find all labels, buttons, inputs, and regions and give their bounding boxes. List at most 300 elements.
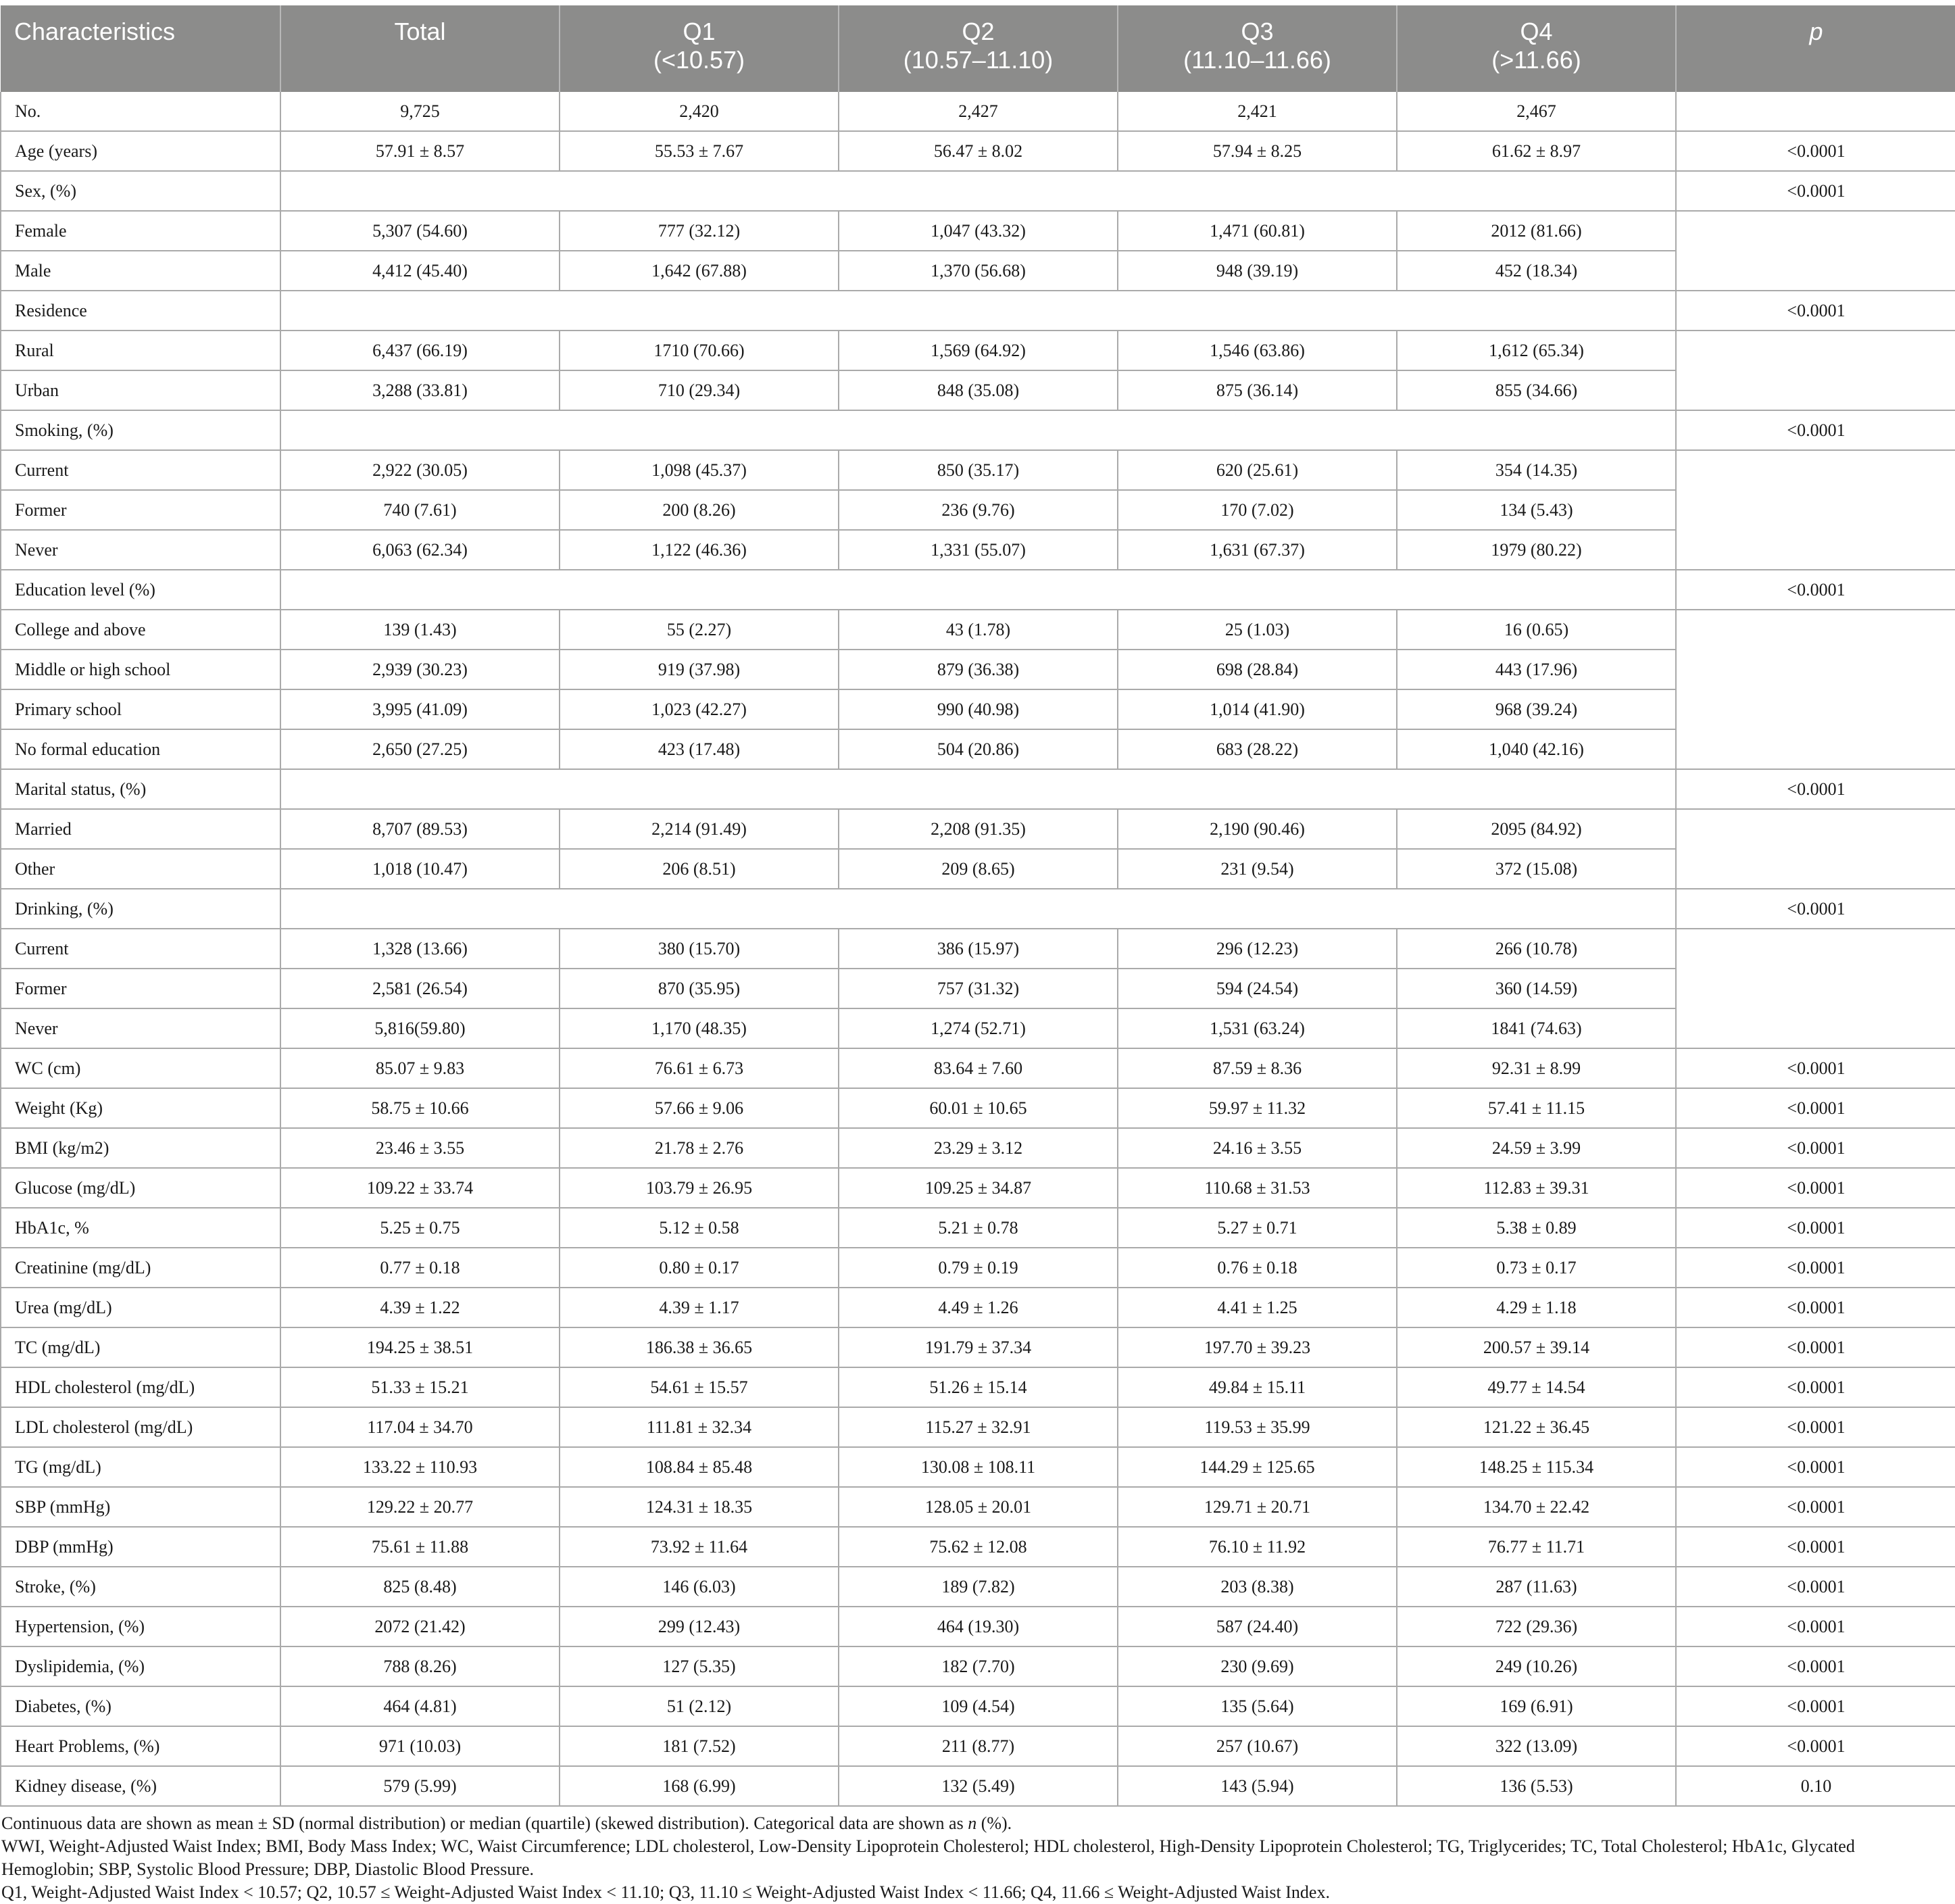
cell-q2: 2,427: [839, 92, 1118, 131]
cell-q2: 83.64 ± 7.60: [839, 1048, 1118, 1088]
cell-q2: 757 (31.32): [839, 969, 1118, 1008]
cell-q3: 683 (28.22): [1118, 729, 1397, 769]
cell-q1: 777 (32.12): [560, 211, 839, 251]
table-row: [1, 1567, 1955, 1607]
cell-q1: 2,214 (91.49): [560, 809, 839, 849]
cell-total: 139 (1.43): [280, 610, 560, 650]
cell-q3: 587 (24.40): [1118, 1607, 1397, 1646]
cell-q1: 710 (29.34): [560, 370, 839, 410]
table-row: [1, 171, 1955, 211]
row-label: No formal education: [1, 729, 280, 769]
cell-total: 2,581 (26.54): [280, 969, 560, 1008]
p-value: [1676, 92, 1955, 131]
cell-total: 740 (7.61): [280, 490, 560, 530]
cell-q3: 59.97 ± 11.32: [1118, 1088, 1397, 1128]
table-row: [1, 1487, 1955, 1527]
row-label: Heart Problems, (%): [1, 1726, 280, 1766]
cell-q2: 386 (15.97): [839, 929, 1118, 969]
cell-q1: 168 (6.99): [560, 1766, 839, 1806]
cell-total: 4,412 (45.40): [280, 251, 560, 291]
cell-q4: 372 (15.08): [1397, 849, 1676, 889]
cell-q1: 57.66 ± 9.06: [560, 1088, 839, 1128]
table-row: [1, 570, 1955, 610]
p-value: <0.0001: [1676, 131, 1955, 171]
cell-total: 788 (8.26): [280, 1646, 560, 1686]
cell-q4: 1841 (74.63): [1397, 1008, 1676, 1048]
table-row: [1, 1327, 1955, 1367]
cell-q2: 109 (4.54): [839, 1686, 1118, 1726]
p-value-empty: [1676, 929, 1955, 1048]
group-spacer: [280, 291, 1676, 331]
cell-total: 3,288 (33.81): [280, 370, 560, 410]
row-label: TG (mg/dL): [1, 1447, 280, 1487]
cell-q4: 24.59 ± 3.99: [1397, 1128, 1676, 1168]
cell-q1: 299 (12.43): [560, 1607, 839, 1646]
cell-q2: 504 (20.86): [839, 729, 1118, 769]
cell-q4: 360 (14.59): [1397, 969, 1676, 1008]
cell-total: 57.91 ± 8.57: [280, 131, 560, 171]
cell-total: 9,725: [280, 92, 560, 131]
p-value: <0.0001: [1676, 1168, 1955, 1208]
p-value: 0.10: [1676, 1766, 1955, 1806]
row-label: Never: [1, 1008, 280, 1048]
cell-q4: 134.70 ± 22.42: [1397, 1487, 1676, 1527]
row-label: Urban: [1, 370, 280, 410]
row-label: College and above: [1, 610, 280, 650]
row-label: Weight (Kg): [1, 1088, 280, 1128]
table-header: [1, 5, 1955, 92]
cell-total: 133.22 ± 110.93: [280, 1447, 560, 1487]
cell-q3: 197.70 ± 39.23: [1118, 1327, 1397, 1367]
p-value-empty: [1676, 211, 1955, 291]
cell-q3: 948 (39.19): [1118, 251, 1397, 291]
row-label: Creatinine (mg/dL): [1, 1248, 280, 1288]
header-q2-label: Q2: [962, 18, 995, 45]
row-label: Glucose (mg/dL): [1, 1168, 280, 1208]
cell-total: 75.61 ± 11.88: [280, 1527, 560, 1567]
cell-q1: 55 (2.27): [560, 610, 839, 650]
table-row: [1, 131, 1955, 171]
cell-q2: 51.26 ± 15.14: [839, 1367, 1118, 1407]
cell-q3: 296 (12.23): [1118, 929, 1397, 969]
cell-q3: 594 (24.54): [1118, 969, 1397, 1008]
cell-total: 117.04 ± 34.70: [280, 1407, 560, 1447]
table-row: [1, 410, 1955, 450]
row-label: HDL cholesterol (mg/dL): [1, 1367, 280, 1407]
table-row: [1, 211, 1955, 251]
header-q3-label: Q3: [1241, 18, 1274, 45]
p-value: <0.0001: [1676, 1327, 1955, 1367]
cell-q1: 5.12 ± 0.58: [560, 1208, 839, 1248]
group-label: Sex, (%): [1, 171, 280, 211]
cell-total: 6,437 (66.19): [280, 331, 560, 370]
cell-q2: 1,274 (52.71): [839, 1008, 1118, 1048]
cell-q1: 54.61 ± 15.57: [560, 1367, 839, 1407]
cell-total: 4.39 ± 1.22: [280, 1288, 560, 1327]
cell-q2: 43 (1.78): [839, 610, 1118, 650]
table-row: [1, 1367, 1955, 1407]
cell-q4: 968 (39.24): [1397, 689, 1676, 729]
cell-q4: 443 (17.96): [1397, 650, 1676, 689]
cell-q3: 1,014 (41.90): [1118, 689, 1397, 729]
row-label: Married: [1, 809, 280, 849]
group-spacer: [280, 769, 1676, 809]
cell-total: 2,939 (30.23): [280, 650, 560, 689]
row-label: HbA1c, %: [1, 1208, 280, 1248]
cell-q2: 182 (7.70): [839, 1646, 1118, 1686]
header-q4-label: Q4: [1520, 18, 1553, 45]
cell-total: 6,063 (62.34): [280, 530, 560, 570]
cell-q4: 1979 (80.22): [1397, 530, 1676, 570]
table-row: [1, 1726, 1955, 1766]
cell-q4: 57.41 ± 11.15: [1397, 1088, 1676, 1128]
header-q3: [1118, 5, 1397, 92]
cell-q3: 1,631 (67.37): [1118, 530, 1397, 570]
row-label: DBP (mmHg): [1, 1527, 280, 1567]
cell-q4: 5.38 ± 0.89: [1397, 1208, 1676, 1248]
p-value: <0.0001: [1676, 1447, 1955, 1487]
table-row: [1, 331, 1955, 370]
p-value: <0.0001: [1676, 1048, 1955, 1088]
header-q1: [560, 5, 839, 92]
cell-q3: 257 (10.67): [1118, 1726, 1397, 1766]
table-row: [1, 849, 1955, 889]
cell-q2: 132 (5.49): [839, 1766, 1118, 1806]
cell-q4: 4.29 ± 1.18: [1397, 1288, 1676, 1327]
cell-q3: 231 (9.54): [1118, 849, 1397, 889]
cell-q3: 143 (5.94): [1118, 1766, 1397, 1806]
row-label: WC (cm): [1, 1048, 280, 1088]
cell-q4: 16 (0.65): [1397, 610, 1676, 650]
cell-q3: 1,546 (63.86): [1118, 331, 1397, 370]
p-value: <0.0001: [1676, 1607, 1955, 1646]
table-row: [1, 1407, 1955, 1447]
cell-total: 5,307 (54.60): [280, 211, 560, 251]
table-row: [1, 1288, 1955, 1327]
p-value: <0.0001: [1676, 1567, 1955, 1607]
table-row: [1, 1607, 1955, 1646]
cell-q3: 875 (36.14): [1118, 370, 1397, 410]
cell-total: 1,328 (13.66): [280, 929, 560, 969]
row-label: Other: [1, 849, 280, 889]
cell-q1: 111.81 ± 32.34: [560, 1407, 839, 1447]
characteristics-table: [0, 5, 1955, 1807]
p-value-empty: [1676, 809, 1955, 889]
cell-q2: 1,047 (43.32): [839, 211, 1118, 251]
cell-q1: 870 (35.95): [560, 969, 839, 1008]
p-value: <0.0001: [1676, 1248, 1955, 1288]
cell-q4: 452 (18.34): [1397, 251, 1676, 291]
cell-total: 109.22 ± 33.74: [280, 1168, 560, 1208]
cell-q1: 380 (15.70): [560, 929, 839, 969]
cell-total: 8,707 (89.53): [280, 809, 560, 849]
footnote-n-italic: n: [968, 1813, 977, 1833]
cell-q3: 119.53 ± 35.99: [1118, 1407, 1397, 1447]
cell-q4: 134 (5.43): [1397, 490, 1676, 530]
cell-q2: 75.62 ± 12.08: [839, 1527, 1118, 1567]
cell-q1: 919 (37.98): [560, 650, 839, 689]
row-label: Stroke, (%): [1, 1567, 280, 1607]
header-row: [1, 5, 1955, 92]
cell-q3: 1,471 (60.81): [1118, 211, 1397, 251]
row-label: Current: [1, 929, 280, 969]
group-label: Drinking, (%): [1, 889, 280, 929]
cell-q4: 266 (10.78): [1397, 929, 1676, 969]
header-q1-label: Q1: [683, 18, 716, 45]
row-label: Kidney disease, (%): [1, 1766, 280, 1806]
row-label: No.: [1, 92, 280, 131]
cell-q3: 76.10 ± 11.92: [1118, 1527, 1397, 1567]
cell-q3: 87.59 ± 8.36: [1118, 1048, 1397, 1088]
cell-q3: 2,421: [1118, 92, 1397, 131]
cell-total: 3,995 (41.09): [280, 689, 560, 729]
cell-q1: 423 (17.48): [560, 729, 839, 769]
cell-q4: 2012 (81.66): [1397, 211, 1676, 251]
cell-q1: 146 (6.03): [560, 1567, 839, 1607]
cell-q3: 110.68 ± 31.53: [1118, 1168, 1397, 1208]
cell-q4: 2,467: [1397, 92, 1676, 131]
row-label: Female: [1, 211, 280, 251]
table-row: [1, 291, 1955, 331]
cell-q2: 209 (8.65): [839, 849, 1118, 889]
cell-q3: 170 (7.02): [1118, 490, 1397, 530]
footnote-quartiles: Q1, Weight-Adjusted Waist Index < 10.57; Q2, 10.57 ≤ Weight-Adjusted Waist Index < 11.10; Q3, 11.10 ≤ Weight-Adjusted Waist Index < 11.66; Q4, 11.66 ≤ Weight-Adjusted Waist Index.: [1, 1882, 1330, 1902]
table-container: [0, 5, 1955, 1904]
cell-q4: 112.83 ± 39.31: [1397, 1168, 1676, 1208]
cell-total: 58.75 ± 10.66: [280, 1088, 560, 1128]
cell-q1: 2,420: [560, 92, 839, 131]
p-value: <0.0001: [1676, 1726, 1955, 1766]
cell-q3: 129.71 ± 20.71: [1118, 1487, 1397, 1527]
cell-total: 194.25 ± 38.51: [280, 1327, 560, 1367]
p-value: <0.0001: [1676, 1367, 1955, 1407]
cell-q2: 990 (40.98): [839, 689, 1118, 729]
cell-total: 2,650 (27.25): [280, 729, 560, 769]
table-row: [1, 1008, 1955, 1048]
cell-q2: 848 (35.08): [839, 370, 1118, 410]
cell-q3: 0.76 ± 0.18: [1118, 1248, 1397, 1288]
table-row: [1, 929, 1955, 969]
cell-q4: 249 (10.26): [1397, 1646, 1676, 1686]
row-label: SBP (mmHg): [1, 1487, 280, 1527]
cell-q3: 620 (25.61): [1118, 450, 1397, 490]
cell-total: 51.33 ± 15.21: [280, 1367, 560, 1407]
cell-q4: 49.77 ± 14.54: [1397, 1367, 1676, 1407]
p-value: <0.0001: [1676, 1128, 1955, 1168]
header-characteristics: Characteristics: [1, 5, 280, 92]
p-value: <0.0001: [1676, 1646, 1955, 1686]
p-value-empty: [1676, 610, 1955, 769]
cell-q3: 1,531 (63.24): [1118, 1008, 1397, 1048]
cell-q2: 189 (7.82): [839, 1567, 1118, 1607]
cell-q1: 21.78 ± 2.76: [560, 1128, 839, 1168]
cell-q1: 1,098 (45.37): [560, 450, 839, 490]
p-value: <0.0001: [1676, 171, 1955, 211]
cell-q1: 1,642 (67.88): [560, 251, 839, 291]
table-row: [1, 650, 1955, 689]
cell-q3: 49.84 ± 15.11: [1118, 1367, 1397, 1407]
cell-q3: 698 (28.84): [1118, 650, 1397, 689]
row-label: Hypertension, (%): [1, 1607, 280, 1646]
cell-q3: 230 (9.69): [1118, 1646, 1397, 1686]
cell-q1: 1,023 (42.27): [560, 689, 839, 729]
cell-q4: 92.31 ± 8.99: [1397, 1048, 1676, 1088]
row-label: LDL cholesterol (mg/dL): [1, 1407, 280, 1447]
row-label: Male: [1, 251, 280, 291]
cell-q2: 1,569 (64.92): [839, 331, 1118, 370]
cell-q1: 0.80 ± 0.17: [560, 1248, 839, 1288]
group-label: Marital status, (%): [1, 769, 280, 809]
cell-q4: 1,612 (65.34): [1397, 331, 1676, 370]
cell-q2: 191.79 ± 37.34: [839, 1327, 1118, 1367]
table-row: [1, 1128, 1955, 1168]
header-p: p: [1676, 5, 1955, 92]
table-row: [1, 1447, 1955, 1487]
p-value: <0.0001: [1676, 1208, 1955, 1248]
cell-q4: 61.62 ± 8.97: [1397, 131, 1676, 171]
table-row: [1, 689, 1955, 729]
p-value: <0.0001: [1676, 410, 1955, 450]
cell-q2: 850 (35.17): [839, 450, 1118, 490]
cell-q2: 130.08 ± 108.11: [839, 1447, 1118, 1487]
cell-total: 5,816(59.80): [280, 1008, 560, 1048]
cell-q4: 855 (34.66): [1397, 370, 1676, 410]
row-label: TC (mg/dL): [1, 1327, 280, 1367]
cell-q2: 60.01 ± 10.65: [839, 1088, 1118, 1128]
cell-q4: 121.22 ± 36.45: [1397, 1407, 1676, 1447]
cell-q2: 1,331 (55.07): [839, 530, 1118, 570]
header-q3-range: (11.10–11.66): [1183, 46, 1331, 74]
row-label: Age (years): [1, 131, 280, 171]
cell-q1: 186.38 ± 36.65: [560, 1327, 839, 1367]
table-row: [1, 1766, 1955, 1806]
cell-q4: 2095 (84.92): [1397, 809, 1676, 849]
cell-total: 825 (8.48): [280, 1567, 560, 1607]
table-row: [1, 769, 1955, 809]
table-body: [1, 92, 1955, 1806]
cell-q2: 236 (9.76): [839, 490, 1118, 530]
table-row: [1, 450, 1955, 490]
cell-q1: 124.31 ± 18.35: [560, 1487, 839, 1527]
cell-q1: 1710 (70.66): [560, 331, 839, 370]
table-row: [1, 1527, 1955, 1567]
cell-q3: 25 (1.03): [1118, 610, 1397, 650]
cell-q4: 354 (14.35): [1397, 450, 1676, 490]
group-spacer: [280, 889, 1676, 929]
table-row: [1, 610, 1955, 650]
cell-q1: 1,170 (48.35): [560, 1008, 839, 1048]
p-value: <0.0001: [1676, 1686, 1955, 1726]
p-value: <0.0001: [1676, 570, 1955, 610]
cell-q2: 23.29 ± 3.12: [839, 1128, 1118, 1168]
cell-q1: 55.53 ± 7.67: [560, 131, 839, 171]
header-q4-range: (>11.66): [1491, 46, 1581, 74]
row-label: Former: [1, 490, 280, 530]
table-row: [1, 969, 1955, 1008]
cell-q1: 4.39 ± 1.17: [560, 1288, 839, 1327]
cell-q3: 203 (8.38): [1118, 1567, 1397, 1607]
group-label: Smoking, (%): [1, 410, 280, 450]
row-label: Current: [1, 450, 280, 490]
cell-q2: 1,370 (56.68): [839, 251, 1118, 291]
cell-q4: 169 (6.91): [1397, 1686, 1676, 1726]
row-label: Primary school: [1, 689, 280, 729]
cell-total: 129.22 ± 20.77: [280, 1487, 560, 1527]
p-value: <0.0001: [1676, 769, 1955, 809]
cell-q2: 4.49 ± 1.26: [839, 1288, 1118, 1327]
cell-q2: 115.27 ± 32.91: [839, 1407, 1118, 1447]
cell-q4: 322 (13.09): [1397, 1726, 1676, 1766]
cell-total: 971 (10.03): [280, 1726, 560, 1766]
table-row: [1, 1088, 1955, 1128]
footnote-text: (%).: [976, 1813, 1012, 1833]
cell-q1: 51 (2.12): [560, 1686, 839, 1726]
header-q2: [839, 5, 1118, 92]
table-row: [1, 729, 1955, 769]
cell-q1: 1,122 (46.36): [560, 530, 839, 570]
row-label: Middle or high school: [1, 650, 280, 689]
table-row: [1, 92, 1955, 131]
table-footnotes: [0, 1807, 1948, 1904]
cell-q2: 879 (36.38): [839, 650, 1118, 689]
footnote-text: Continuous data are shown as mean ± SD (normal distribution) or median (quartile) (skewed distribution). Categorical data are shown as: [1, 1813, 968, 1833]
cell-total: 23.46 ± 3.55: [280, 1128, 560, 1168]
table-row: [1, 1686, 1955, 1726]
cell-q1: 181 (7.52): [560, 1726, 839, 1766]
cell-q2: 2,208 (91.35): [839, 809, 1118, 849]
cell-q4: 76.77 ± 11.71: [1397, 1527, 1676, 1567]
cell-q1: 206 (8.51): [560, 849, 839, 889]
cell-q1: 200 (8.26): [560, 490, 839, 530]
cell-total: 2072 (21.42): [280, 1607, 560, 1646]
cell-q2: 0.79 ± 0.19: [839, 1248, 1118, 1288]
cell-q1: 73.92 ± 11.64: [560, 1527, 839, 1567]
cell-total: 464 (4.81): [280, 1686, 560, 1726]
header-total: Total: [280, 5, 560, 92]
header-q4: [1397, 5, 1676, 92]
group-spacer: [280, 410, 1676, 450]
row-label: Diabetes, (%): [1, 1686, 280, 1726]
table-row: [1, 1208, 1955, 1248]
group-label: Education level (%): [1, 570, 280, 610]
p-value: <0.0001: [1676, 1088, 1955, 1128]
cell-total: 2,922 (30.05): [280, 450, 560, 490]
table-row: [1, 1248, 1955, 1288]
table-row: [1, 809, 1955, 849]
cell-q3: 4.41 ± 1.25: [1118, 1288, 1397, 1327]
cell-q1: 108.84 ± 85.48: [560, 1447, 839, 1487]
table-row: [1, 490, 1955, 530]
cell-q3: 2,190 (90.46): [1118, 809, 1397, 849]
p-value-empty: [1676, 331, 1955, 410]
p-value: <0.0001: [1676, 1407, 1955, 1447]
cell-q4: 722 (29.36): [1397, 1607, 1676, 1646]
cell-total: 0.77 ± 0.18: [280, 1248, 560, 1288]
table-row: [1, 1646, 1955, 1686]
footnote-abbreviations: WWI, Weight-Adjusted Waist Index; BMI, Body Mass Index; WC, Waist Circumference; LDL cholesterol, Low-Density Lipoprotein Cholesterol; HDL cholesterol, High-Density Lipoprotein Cholesterol; TG, Triglycerides; TC, Total Cholesterol; HbA1c, Glycated Hemoglobin; SBP, Systolic Blood Pressure; DBP, Diastolic Blood Pressure.: [1, 1836, 1855, 1879]
cell-q4: 200.57 ± 39.14: [1397, 1327, 1676, 1367]
cell-total: 5.25 ± 0.75: [280, 1208, 560, 1248]
cell-q4: 1,040 (42.16): [1397, 729, 1676, 769]
p-value: <0.0001: [1676, 889, 1955, 929]
table-row: [1, 370, 1955, 410]
header-q2-range: (10.57–11.10): [903, 46, 1054, 74]
cell-q2: 109.25 ± 34.87: [839, 1168, 1118, 1208]
cell-q1: 127 (5.35): [560, 1646, 839, 1686]
group-label: Residence: [1, 291, 280, 331]
cell-q4: 287 (11.63): [1397, 1567, 1676, 1607]
footnote-data-description: [1, 1812, 1948, 1835]
